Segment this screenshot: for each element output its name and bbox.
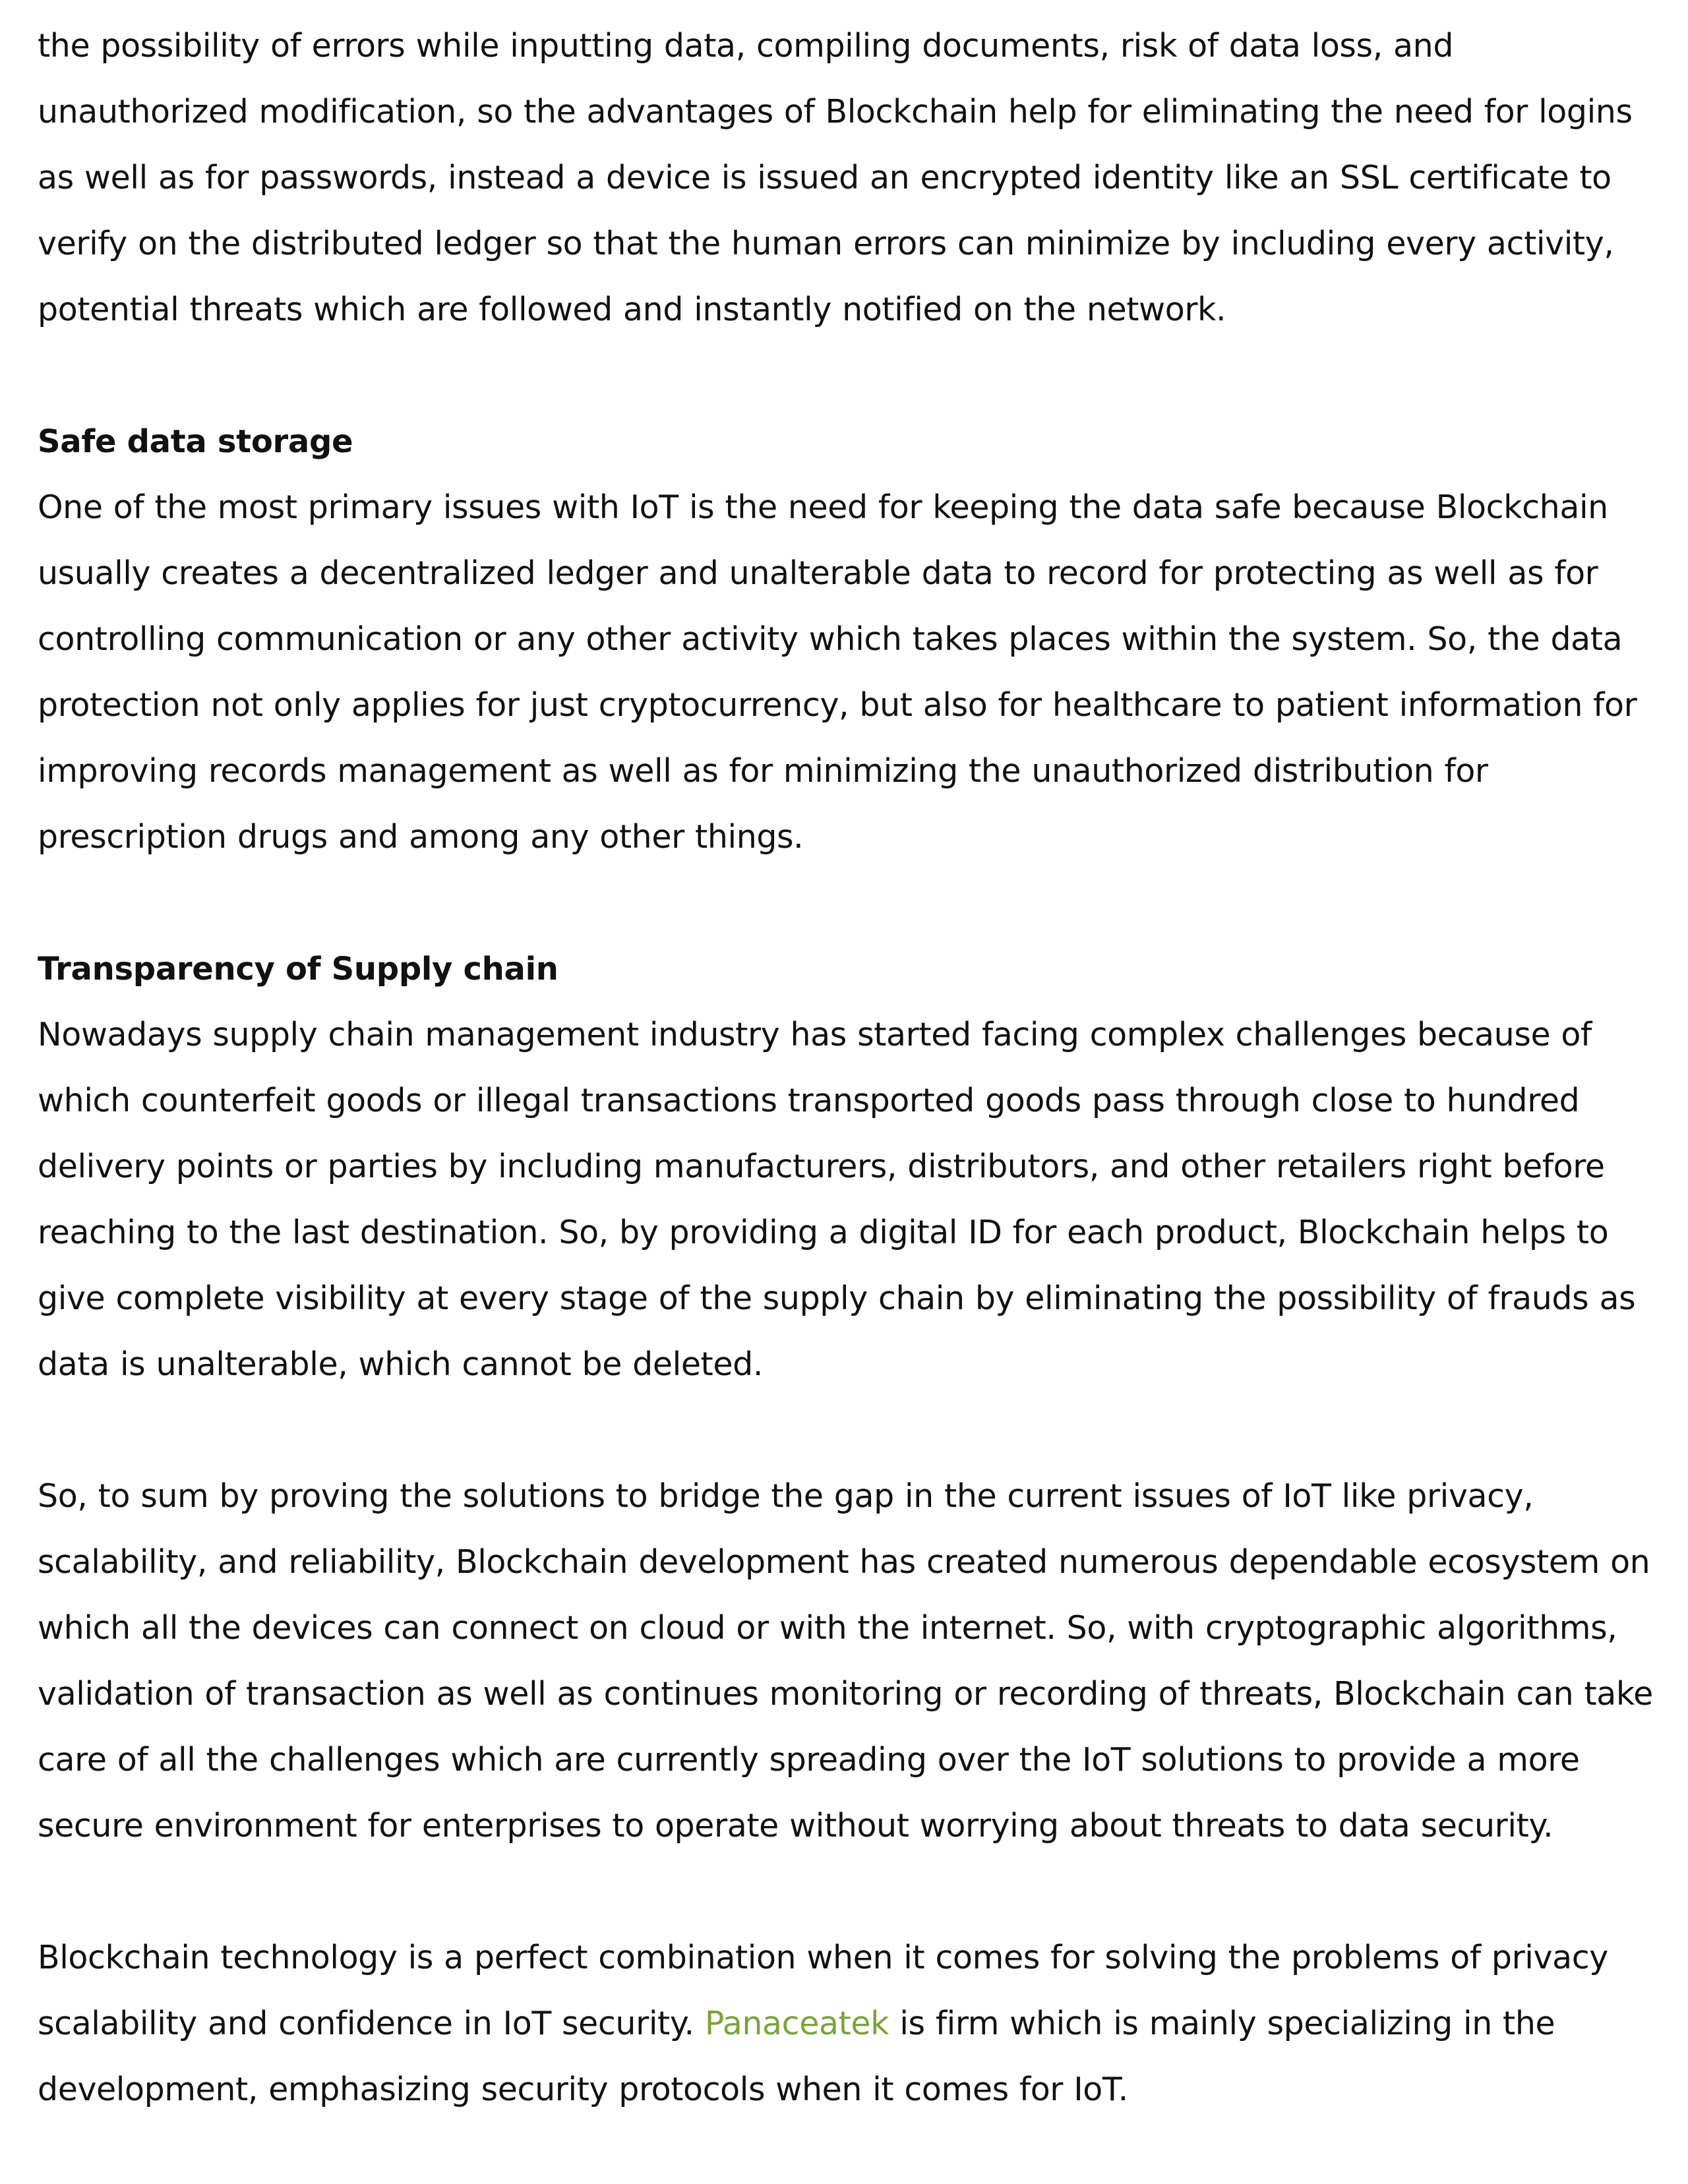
section-heading-safe-data-storage: Safe data storage [38,423,353,460]
section-spacer [38,1398,1660,1463]
closing-paragraph [38,1925,1660,2123]
panaceatek-link[interactable]: Panaceatek [704,2005,889,2042]
closing-text-after-link: is firm which is mainly specializing in the development, emphasizing security protocols when it comes for IoT. [38,2005,1555,2108]
section-spacer [38,870,1660,936]
intro-paragraph: the possibility of errors while inputting data, compiling documents, risk of data loss, and unauthorized modification, so the advantages of Blockchain help for eliminating the need for logins as well as for passwords, instead a device is issued an encrypted identity like an SSL certificate to verify on the distributed ledger so that the human errors can minimize by including every activity, potential threats which are followed and instantly notified on the network. [38,27,1633,328]
section-spacer [38,343,1660,409]
article-content [38,13,1660,2123]
closing-text-before-link: Blockchain technology is a perfect combination when it comes for solving the problems of privacy scalability and confidence in IoT security. [38,1939,1608,2042]
section-spacer [38,1859,1660,1925]
section-body-safe-data-storage: One of the most primary issues with IoT is the need for keeping the data safe because Blockchain usually creates a decentralized ledger and unalterable data to record for protecting as well as for controlling communication or any other activity which takes places within the system. So, the data protection not only applies for just cryptocurrency, but also for healthcare to patient information for improving records management as well as for minimizing the unauthorized distribution for prescription drugs and among any other things. [38,488,1637,856]
section-heading-supply-chain: Transparency of Supply chain [38,951,558,988]
section-body-supply-chain: Nowadays supply chain management industry has started facing complex challenges because of which counterfeit goods or illegal transactions transported goods pass through close to hundred delivery points or parties by including manufacturers, distributors, and other retailers right before reaching to the last destination. So, by providing a digital ID for each product, Blockchain helps to give complete visibility at every stage of the supply chain by eliminating the possibility of frauds as data is unalterable, which cannot be deleted. [38,1016,1636,1383]
summary-paragraph: So, to sum by proving the solutions to bridge the gap in the current issues of IoT like privacy, scalability, and reliability, Blockchain development has created numerous dependable ecosystem on which all the devices can connect on cloud or with the internet. So, with cryptographic algorithms, validation of transaction as well as continues monitoring or recording of threats, Blockchain can take care of all the challenges which are currently spreading over the IoT solutions to provide a more secure environment for enterprises to operate without worrying about threats to data security. [38,1477,1653,1845]
